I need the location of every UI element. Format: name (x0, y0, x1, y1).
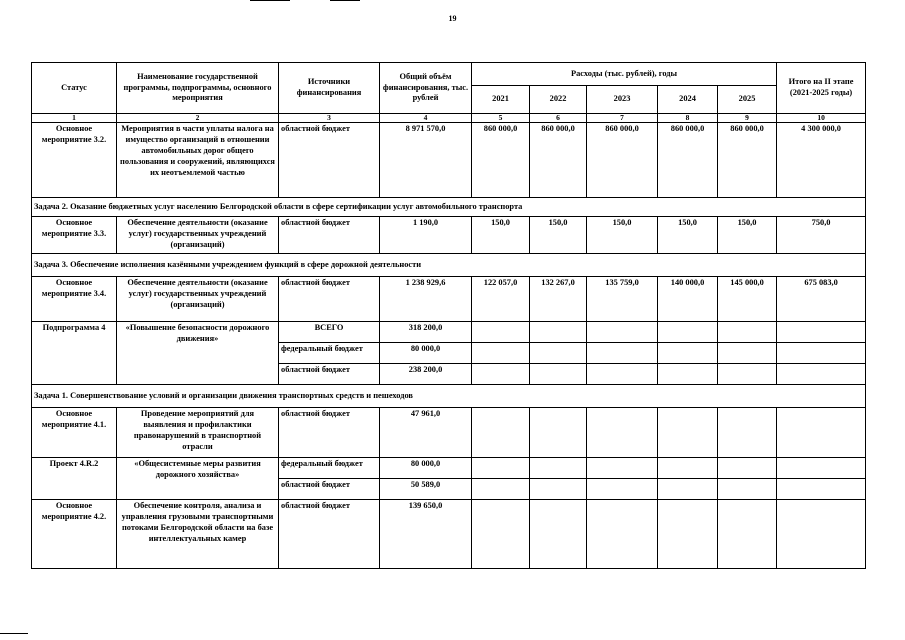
row-itogo: 750,0 (777, 217, 866, 254)
row-2021: 150,0 (472, 217, 530, 254)
row-2023: 150,0 (587, 217, 658, 254)
row-2022: 150,0 (530, 217, 587, 254)
row-source: областной бюджет (279, 408, 380, 458)
column-numbers-row (32, 114, 866, 123)
row-total: 8 971 570,0 (380, 123, 472, 198)
header-expenses: Расходы (тыс. рублей), годы (472, 63, 777, 86)
row-source: федеральный бюджет (279, 458, 380, 479)
table-row (32, 500, 866, 569)
row-2021: 122 057,0 (472, 277, 530, 322)
row-total: 238 200,0 (380, 364, 472, 385)
column-number: 10 (777, 114, 866, 123)
row-status: Основное мероприятие 4.1. (32, 408, 117, 458)
row-name: «Повышение безопасности дорожного движения» (117, 322, 279, 385)
task-row (32, 385, 866, 408)
row-2022: 860 000,0 (530, 123, 587, 198)
row-total: 80 000,0 (380, 343, 472, 364)
row-status: Основное мероприятие 3.4. (32, 277, 117, 322)
column-number: 9 (718, 114, 777, 123)
row-name: Обеспечение деятельности (оказание услуг) государственных учреждений (организаций) (117, 217, 279, 254)
header-total: Общий объём финансирования, тыс. рублей (380, 63, 472, 114)
row-status: Основное мероприятие 4.2. (32, 500, 117, 569)
task-row (32, 254, 866, 277)
table-row (32, 217, 866, 254)
scan-mark (0, 633, 28, 634)
row-status: Основное мероприятие 3.3. (32, 217, 117, 254)
row-2024: 140 000,0 (658, 277, 718, 322)
column-number: 7 (587, 114, 658, 123)
row-2023: 135 759,0 (587, 277, 658, 322)
row-total: 139 650,0 (380, 500, 472, 569)
row-total: 80 000,0 (380, 458, 472, 479)
header-year: 2022 (530, 86, 587, 114)
task-2: Задача 2. Оказание бюджетных услуг населению Белгородской области в сфере сертификации услуг автомобильного транспорта (32, 198, 866, 217)
header-year: 2021 (472, 86, 530, 114)
column-number: 6 (530, 114, 587, 123)
row-2025: 150,0 (718, 217, 777, 254)
row-2025: 145 000,0 (718, 277, 777, 322)
column-number: 1 (32, 114, 117, 123)
row-name: Проведение мероприятий для выявления и профилактики правонарушений в транспортной отрасли (117, 408, 279, 458)
row-source: областной бюджет (279, 277, 380, 322)
row-source: областной бюджет (279, 123, 380, 198)
row-total: 50 589,0 (380, 479, 472, 500)
row-total: 47 961,0 (380, 408, 472, 458)
row-2022: 132 267,0 (530, 277, 587, 322)
task-1: Задача 1. Совершенствование условий и организации движения транспортных средств и пешеходов (32, 385, 866, 408)
row-source: областной бюджет (279, 500, 380, 569)
task-row (32, 198, 866, 217)
row-name: Обеспечение деятельности (оказание услуг) государственных учреждений (организаций) (117, 277, 279, 322)
row-total: 318 200,0 (380, 322, 472, 343)
row-source: областной бюджет (279, 364, 380, 385)
row-status: Подпрограмма 4 (32, 322, 117, 385)
scan-mark (250, 0, 290, 1)
row-total: 1 190,0 (380, 217, 472, 254)
table-row (32, 277, 866, 322)
row-2024: 150,0 (658, 217, 718, 254)
row-source: федеральный бюджет (279, 343, 380, 364)
header-status: Статус (32, 63, 117, 114)
header-sources: Источники финансирования (279, 63, 380, 114)
row-source: ВСЕГО (279, 322, 380, 343)
column-number: 8 (658, 114, 718, 123)
scan-mark (330, 0, 360, 1)
task-3: Задача 3. Обеспечение исполнения казёнными учреждением функций в сфере дорожной деятельности (32, 254, 866, 277)
row-total: 1 238 929,6 (380, 277, 472, 322)
table-row (32, 408, 866, 458)
row-itogo: 4 300 000,0 (777, 123, 866, 198)
budget-table (31, 62, 866, 569)
row-status: Основное мероприятие 3.2. (32, 123, 117, 198)
header-year: 2025 (718, 86, 777, 114)
row-source: областной бюджет (279, 217, 380, 254)
row-status: Проект 4.R.2 (32, 458, 117, 500)
table-row (32, 322, 866, 343)
column-number: 3 (279, 114, 380, 123)
row-2021: 860 000,0 (472, 123, 530, 198)
page-number: 19 (448, 14, 457, 23)
header-year: 2023 (587, 86, 658, 114)
row-name: «Общесистемные меры развития дорожного хозяйства» (117, 458, 279, 500)
header-itogo: Итого на II этапе (2021-2025 годы) (777, 63, 866, 114)
column-number: 5 (472, 114, 530, 123)
row-itogo: 675 083,0 (777, 277, 866, 322)
row-name: Обеспечение контроля, анализа и управления грузовыми транспортными потоками Белгородской области на базе интеллектуальных камер (117, 500, 279, 569)
header-year: 2024 (658, 86, 718, 114)
row-2025: 860 000,0 (718, 123, 777, 198)
table-row (32, 458, 866, 479)
row-2023: 860 000,0 (587, 123, 658, 198)
row-name: Мероприятия в части уплаты налога на имущество организаций в отношении автомобильных дорог общего пользования и сооружений, являющихся их неотъемлемой частью (117, 123, 279, 198)
column-number: 2 (117, 114, 279, 123)
column-number: 4 (380, 114, 472, 123)
table-row (32, 123, 866, 198)
header-name: Наименование государственной программы, подпрограммы, основного мероприятия (117, 63, 279, 114)
header-row (32, 63, 866, 86)
row-source: областной бюджет (279, 479, 380, 500)
row-2024: 860 000,0 (658, 123, 718, 198)
